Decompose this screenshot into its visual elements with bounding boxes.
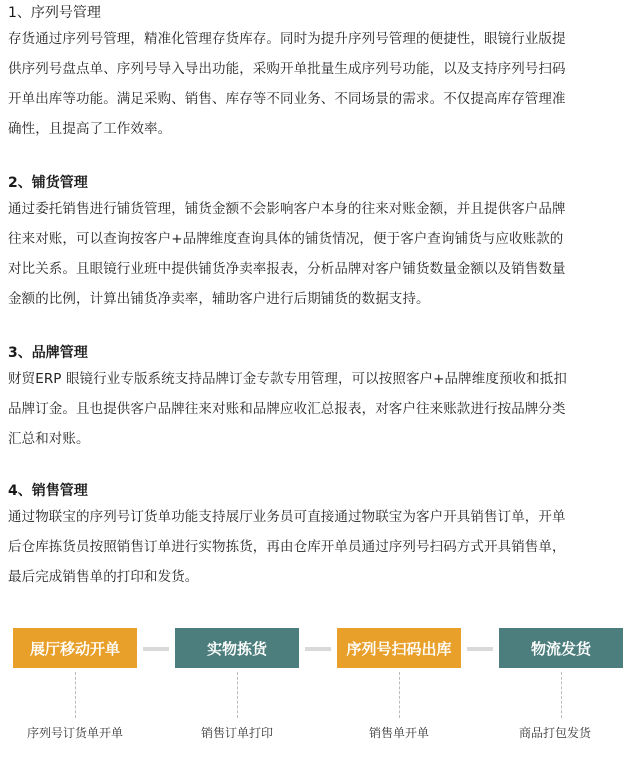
flow-dashed-line <box>75 672 76 718</box>
section-title-consignment: 2、铺货管理 <box>8 175 88 191</box>
flow-caption-pack: 商品打包发货 <box>518 726 591 740</box>
paragraph-line: 品牌订金。且也提供客户品牌往来对账和品牌应收汇总报表，对客户往来账款进行按品牌分类 <box>8 401 566 417</box>
section-body-brand <box>8 364 624 454</box>
flow-step-shipping: 物流发货 <box>499 628 623 668</box>
flow-step-showroom-order: 展厅移动开单 <box>13 628 137 668</box>
flow-caption-order: 序列号订货单开单 <box>26 726 123 740</box>
flow-connector <box>467 647 493 651</box>
section-body-serial-number <box>8 24 624 144</box>
paragraph-line: 往来对账，可以查询按客户+品牌维度查询具体的铺货情况，便于客户查询铺货与应收账款的 <box>8 231 564 247</box>
paragraph-line: 金额的比例，计算出铺货净卖率，辅助客户进行后期铺货的数据支持。 <box>8 291 430 307</box>
paragraph-line: 财贸ERP 眼镜行业专版系统支持品牌订金专款专用管理，可以按照客户+品牌维度预收和抵扣 <box>8 371 567 387</box>
flow-dashed-line <box>237 672 238 718</box>
paragraph-line: 确性，且提高了工作效率。 <box>8 121 172 137</box>
paragraph-line: 供序列号盘点单、序列号导入导出功能，采购开单批量生成序列号功能，以及支持序列号扫码 <box>8 61 566 77</box>
paragraph-line: 开单出库等功能。满足采购、销售、库存等不同业务、不同场景的需求。不仅提高库存管理准 <box>8 91 566 107</box>
flow-step-picking: 实物拣货 <box>175 628 299 668</box>
section-title-brand: 3、品牌管理 <box>8 345 88 361</box>
paragraph-line: 最后完成销售单的打印和发货。 <box>8 569 199 585</box>
section-body-sales <box>8 502 624 592</box>
section-title-serial-number: 1、序列号管理 <box>8 5 101 21</box>
section-title-sales: 4、销售管理 <box>8 483 88 499</box>
process-flow <box>0 618 630 761</box>
flow-dashed-line <box>561 672 562 718</box>
paragraph-line: 汇总和对账。 <box>8 431 90 447</box>
paragraph-line: 通过委托销售进行铺货管理，铺货金额不会影响客户本身的往来对账金额，并且提供客户品牌 <box>8 201 566 217</box>
flow-connector <box>305 647 331 651</box>
flow-step-scan-out: 序列号扫码出库 <box>337 628 461 668</box>
flow-dashed-line <box>399 672 400 718</box>
flow-connector <box>143 647 169 651</box>
paragraph-line: 通过物联宝的序列号订货单功能支持展厅业务员可直接通过物联宝为客户开具销售订单，开单 <box>8 509 566 525</box>
flow-caption-invoice: 销售单开单 <box>368 726 429 740</box>
paragraph-line: 存货通过序列号管理，精准化管理存货库存。同时为提升序列号管理的便捷性，眼镜行业版提 <box>8 31 566 47</box>
paragraph-line: 后仓库拣货员按照销售订单进行实物拣货，再由仓库开单员通过序列号扫码方式开具销售单， <box>8 539 566 555</box>
flow-caption-print: 销售订单打印 <box>200 726 273 740</box>
section-body-consignment <box>8 194 624 314</box>
paragraph-line: 对比关系。且眼镜行业班中提供铺货净卖率报表，分析品牌对客户铺货数量金额以及销售数量 <box>8 261 566 277</box>
